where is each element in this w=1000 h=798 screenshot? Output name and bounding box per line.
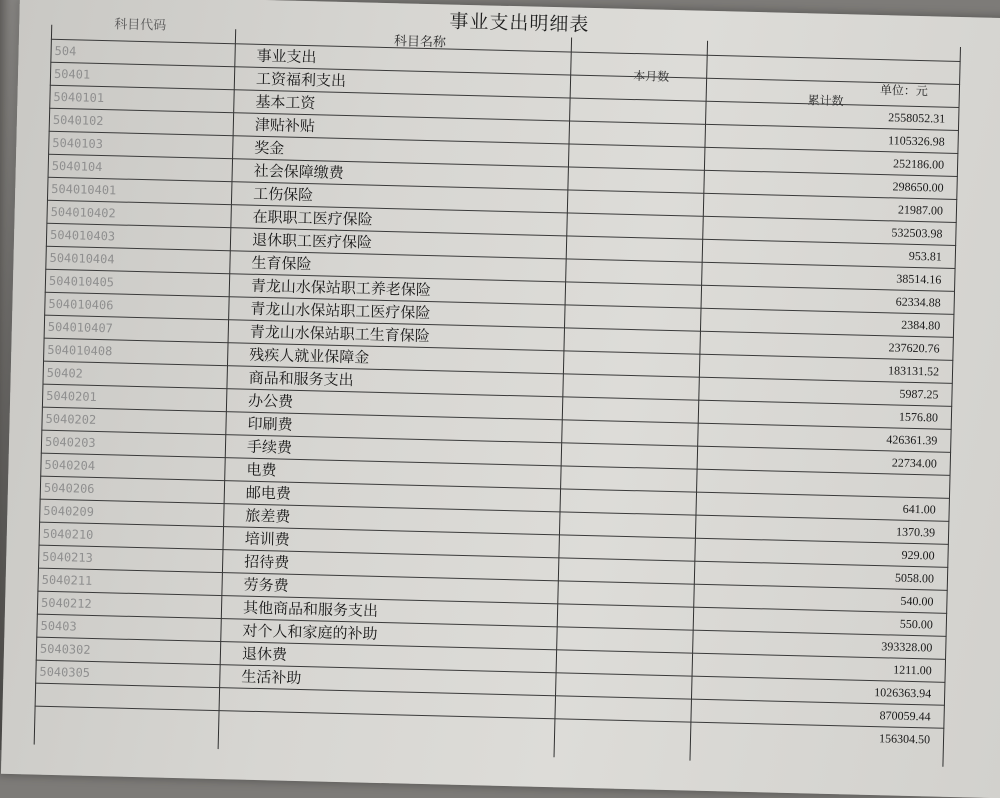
account-name: 残疾人就业保障金: [249, 345, 370, 367]
cumulative-amount: 183131.52: [887, 363, 940, 379]
cumulative-amount: 237620.76: [888, 340, 940, 356]
account-name: 印刷费: [247, 414, 293, 434]
account-name: 生活补助: [241, 667, 302, 688]
cumulative-amount: 1576.80: [898, 409, 939, 425]
header-cumulative-amount: 累计数: [807, 93, 844, 109]
cumulative-amount: 298650.00: [892, 179, 944, 195]
account-code: 5040101: [53, 89, 105, 106]
cumulative-amount: 532503.98: [891, 225, 943, 241]
account-name: 手续费: [246, 437, 293, 457]
account-code: 50403: [40, 618, 77, 634]
account-name: 工伤保险: [252, 184, 314, 205]
cumulative-amount: 1211.00: [893, 662, 932, 678]
cumulative-amount: 953.81: [908, 248, 943, 264]
account-code: 50401: [53, 66, 91, 82]
cumulative-amount: 1026363.94: [874, 685, 932, 701]
account-name: 生育保险: [251, 253, 312, 274]
unit-label: 单位：元: [879, 83, 929, 99]
account-code: 5040305: [39, 664, 91, 680]
account-code: 504010406: [48, 296, 114, 313]
account-name: 在职职工医疗保险: [252, 207, 373, 229]
account-code: 5040204: [44, 457, 96, 473]
cumulative-amount: 5058.00: [894, 570, 935, 586]
account-name: 退休职工医疗保险: [251, 230, 373, 252]
account-code: 504010404: [49, 250, 115, 267]
cumulative-amount: 870059.44: [879, 708, 931, 724]
account-name: 其他商品和服务支出: [242, 598, 379, 620]
account-name: 培训费: [244, 529, 290, 549]
cumulative-amount: 22734.00: [891, 455, 937, 471]
account-name: 青龙山水保站职工养老保险: [250, 276, 432, 300]
cumulative-amount: 2384.80: [901, 317, 941, 333]
account-code: 504010407: [47, 319, 114, 336]
header-account-code: 科目代码: [114, 17, 167, 34]
account-name: 商品和服务支出: [248, 368, 354, 390]
ledger-page: [1, 0, 1000, 798]
cumulative-amount: 38514.16: [896, 271, 942, 287]
account-name: 工资福利支出: [255, 69, 347, 90]
cumulative-amount: 5987.25: [899, 386, 939, 402]
cumulative-amount: 1370.39: [895, 524, 936, 540]
account-code: 5040104: [51, 158, 103, 175]
account-name: 基本工资: [255, 92, 316, 113]
account-name: 劳务费: [243, 575, 289, 595]
account-code: 5040202: [45, 411, 97, 427]
account-code: 504010405: [48, 273, 115, 290]
account-name: 招待费: [243, 552, 290, 572]
account-code: 5040203: [44, 434, 96, 450]
account-code: 5040201: [46, 388, 97, 404]
account-code: 5040302: [39, 641, 91, 657]
account-code: 504010403: [49, 227, 116, 244]
account-code: 50402: [46, 365, 84, 381]
cumulative-amount: 1105326.98: [887, 133, 945, 149]
account-name: 旅差费: [245, 506, 291, 526]
cumulative-amount: 426361.39: [886, 432, 938, 448]
account-code: 504010402: [50, 204, 116, 221]
account-code: 5040102: [52, 112, 104, 129]
account-code: 5040210: [42, 526, 94, 542]
account-name: 对个人和家庭的补助: [242, 621, 378, 643]
page-title: 事业支出明细表: [449, 10, 590, 36]
header-account-name: 科目名称: [393, 34, 447, 51]
account-name: 青龙山水保站职工医疗保险: [250, 299, 431, 323]
account-name: 社会保障缴费: [253, 161, 344, 182]
cumulative-amount: 641.00: [902, 501, 936, 517]
account-code: 5040209: [43, 503, 95, 519]
account-code: 504: [54, 43, 77, 59]
header-month-amount: 本月数: [633, 69, 670, 84]
account-name: 办公费: [247, 391, 294, 411]
account-code: [38, 707, 206, 733]
account-name: 奖金: [254, 138, 285, 158]
account-code: 504010401: [51, 181, 117, 198]
account-name: 事业支出: [256, 46, 317, 67]
cumulative-amount: 156304.50: [878, 731, 931, 747]
cumulative-amount: 929.00: [901, 547, 935, 563]
account-code: 5040213: [42, 549, 93, 565]
cumulative-amount: 21987.00: [897, 202, 944, 218]
cumulative-amount: 62334.88: [895, 294, 941, 310]
account-name: 退休费: [241, 644, 288, 664]
account-code: 5040212: [40, 595, 92, 611]
account-name: 青龙山水保站职工生育保险: [249, 322, 430, 346]
cumulative-amount: 2558052.31: [888, 110, 946, 126]
account-code: 5040206: [43, 480, 95, 496]
account-name: 电费: [246, 460, 277, 480]
account-code: 5040103: [52, 135, 104, 152]
account-code: 504010408: [47, 342, 113, 359]
account-name: 邮电费: [245, 483, 292, 503]
cumulative-amount: 393328.00: [881, 639, 933, 655]
account-code: 5040211: [41, 572, 93, 588]
cumulative-amount: 540.00: [900, 593, 934, 609]
cumulative-amount: 550.00: [899, 616, 934, 632]
account-name: 津贴补贴: [254, 115, 316, 136]
cumulative-amount: 252186.00: [892, 156, 945, 172]
